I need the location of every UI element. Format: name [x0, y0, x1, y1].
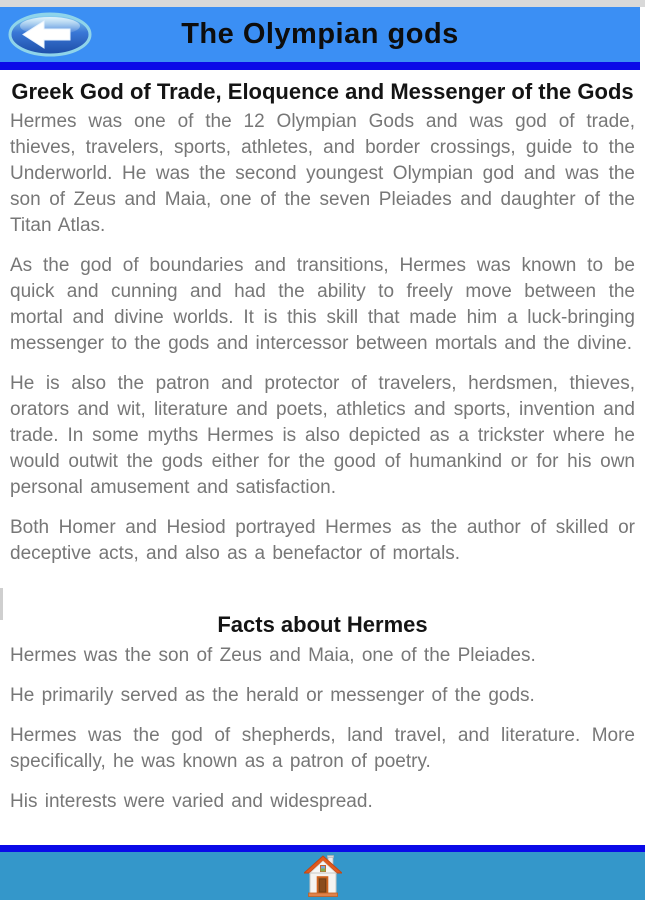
header-divider: [0, 62, 640, 70]
app-header: [0, 7, 640, 62]
article-heading: Greek God of Trade, Eloquence and Messenger of the Gods: [11, 79, 634, 104]
article-paragraph: Hermes was one of the 12 Olympian Gods and was god of trade, thieves, travelers, sports, athletes, and border crossings, guide to the Underworld. He was the second youngest Olympian god and was the son of Zeus and Maia, one of the seven Pleiades and daughter of the Titan Atlas.: [10, 111, 635, 236]
facts-heading: Facts about Hermes: [217, 612, 428, 637]
fact-item: Hermes was the god of shepherds, land travel, and literature. More specifically, he was known as a patron of poetry.: [10, 725, 635, 772]
article-paragraph: As the god of boundaries and transitions, Hermes was known to be quick and cunning and had the ability to freely move between the mortal and divine worlds. It is this skill that made him a luck-bringing messenger to the gods and intercessor between mortals and the divine.: [10, 255, 635, 354]
fact-item: He primarily served as the herald or messenger of the gods.: [10, 685, 535, 706]
fact-item: Hermes was the son of Zeus and Maia, one of the Pleiades.: [10, 645, 536, 666]
article-paragraph: He is also the patron and protector of travelers, herdsmen, thieves, orators and wit, literature and poets, athletics and sports, invention and trade. In some myths Hermes is also depicted as a trickster where he would outwit the gods either for the good of humankind or for his own personal amusement and satisfaction.: [10, 373, 635, 498]
article-paragraph: Both Homer and Hesiod portrayed Hermes as the author of skilled or deceptive acts, and also as a benefactor of mortals.: [10, 517, 635, 564]
header-wrap: [0, 7, 645, 70]
home-button[interactable]: [304, 855, 342, 897]
fact-item: His interests were varied and widespread.: [10, 791, 373, 812]
back-button[interactable]: [8, 12, 92, 57]
footer-bar: [0, 852, 645, 900]
article-content: [0, 70, 645, 845]
home-icon: [304, 885, 342, 900]
back-arrow-icon: [8, 45, 92, 60]
footer-divider: [0, 845, 645, 852]
scroll-indicator: [0, 588, 3, 620]
system-status-strip: [0, 0, 645, 7]
page-title: The Olympian gods: [181, 18, 459, 50]
